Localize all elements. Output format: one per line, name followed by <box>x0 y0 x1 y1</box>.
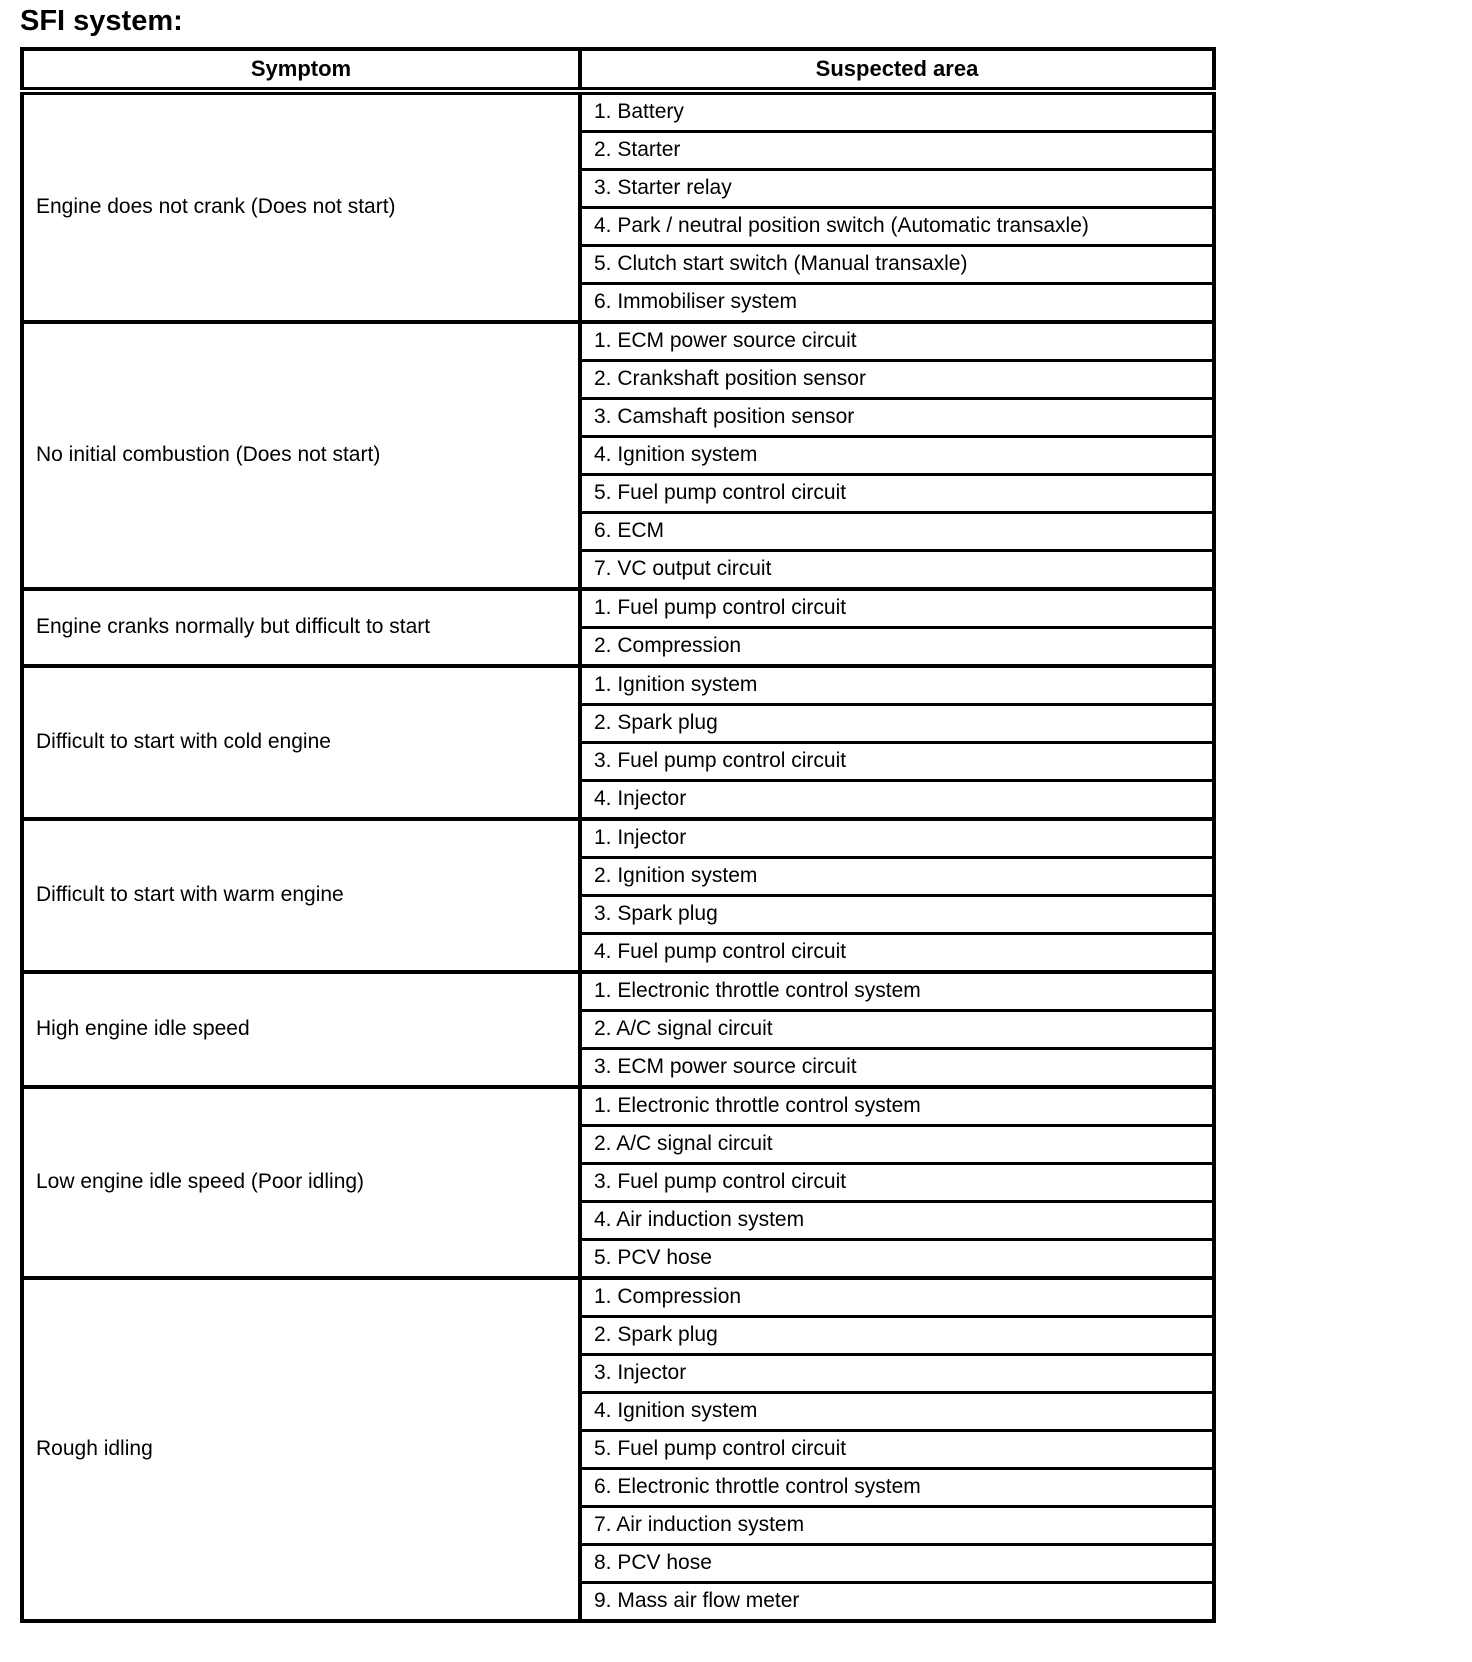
table-row <box>22 972 1214 1011</box>
table-row <box>22 1278 1214 1317</box>
page-title: SFI system: <box>20 5 183 37</box>
suspected-area-cell: 8. PCV hose <box>580 1544 1214 1582</box>
suspected-area-cell: 6. ECM <box>580 512 1214 550</box>
suspected-area-cell: 1. Fuel pump control circuit <box>580 589 1214 628</box>
symptom-cell: Difficult to start with cold engine <box>22 666 580 819</box>
suspected-area-cell: 2. Starter <box>580 131 1214 169</box>
suspected-area-cell: 2. A/C signal circuit <box>580 1010 1214 1048</box>
suspected-area-cell: 9. Mass air flow meter <box>580 1582 1214 1621</box>
suspected-area-cell: 1. Electronic throttle control system <box>580 1087 1214 1126</box>
suspected-area-cell: 5. PCV hose <box>580 1239 1214 1278</box>
suspected-area-cell: 7. VC output circuit <box>580 550 1214 589</box>
symptom-column-header: Symptom <box>22 49 580 91</box>
suspected-area-cell: 5. Clutch start switch (Manual transaxle) <box>580 245 1214 283</box>
suspected-area-cell: 4. Ignition system <box>580 436 1214 474</box>
symptom-cell: No initial combustion (Does not start) <box>22 322 580 589</box>
suspected-area-cell: 4. Injector <box>580 780 1214 819</box>
sfi-symptom-table <box>20 47 1216 1623</box>
table-row <box>22 589 1214 628</box>
table-row <box>22 666 1214 705</box>
suspected-area-cell: 3. ECM power source circuit <box>580 1048 1214 1087</box>
suspected-area-cell: 2. Ignition system <box>580 857 1214 895</box>
table-row <box>22 1087 1214 1126</box>
table-header-row <box>22 49 1214 91</box>
suspected-area-cell: 1. Electronic throttle control system <box>580 972 1214 1011</box>
suspected-area-cell: 5. Fuel pump control circuit <box>580 474 1214 512</box>
suspected-area-column-header: Suspected area <box>580 49 1214 91</box>
symptom-cell: Engine cranks normally but difficult to start <box>22 589 580 666</box>
suspected-area-cell: 5. Fuel pump control circuit <box>580 1430 1214 1468</box>
suspected-area-cell: 7. Air induction system <box>580 1506 1214 1544</box>
symptom-cell: Rough idling <box>22 1278 580 1621</box>
suspected-area-cell: 1. Ignition system <box>580 666 1214 705</box>
suspected-area-cell: 4. Fuel pump control circuit <box>580 933 1214 972</box>
suspected-area-cell: 3. Spark plug <box>580 895 1214 933</box>
table-row <box>22 322 1214 361</box>
suspected-area-cell: 1. Injector <box>580 819 1214 858</box>
suspected-area-cell: 2. Crankshaft position sensor <box>580 360 1214 398</box>
suspected-area-cell: 1. Battery <box>580 91 1214 132</box>
symptom-cell: High engine idle speed <box>22 972 580 1087</box>
suspected-area-cell: 1. ECM power source circuit <box>580 322 1214 361</box>
suspected-area-cell: 6. Immobiliser system <box>580 283 1214 322</box>
suspected-area-cell: 1. Compression <box>580 1278 1214 1317</box>
suspected-area-cell: 4. Park / neutral position switch (Automatic transaxle) <box>580 207 1214 245</box>
suspected-area-cell: 3. Camshaft position sensor <box>580 398 1214 436</box>
table-row <box>22 819 1214 858</box>
suspected-area-cell: 4. Ignition system <box>580 1392 1214 1430</box>
symptom-cell: Low engine idle speed (Poor idling) <box>22 1087 580 1278</box>
suspected-area-cell: 3. Fuel pump control circuit <box>580 1163 1214 1201</box>
suspected-area-cell: 2. Spark plug <box>580 704 1214 742</box>
suspected-area-cell: 6. Electronic throttle control system <box>580 1468 1214 1506</box>
symptom-cell: Difficult to start with warm engine <box>22 819 580 972</box>
suspected-area-cell: 3. Starter relay <box>580 169 1214 207</box>
table-row <box>22 91 1214 132</box>
symptom-cell: Engine does not crank (Does not start) <box>22 91 580 322</box>
suspected-area-cell: 2. A/C signal circuit <box>580 1125 1214 1163</box>
suspected-area-cell: 2. Compression <box>580 627 1214 666</box>
suspected-area-cell: 4. Air induction system <box>580 1201 1214 1239</box>
suspected-area-cell: 3. Injector <box>580 1354 1214 1392</box>
suspected-area-cell: 2. Spark plug <box>580 1316 1214 1354</box>
suspected-area-cell: 3. Fuel pump control circuit <box>580 742 1214 780</box>
